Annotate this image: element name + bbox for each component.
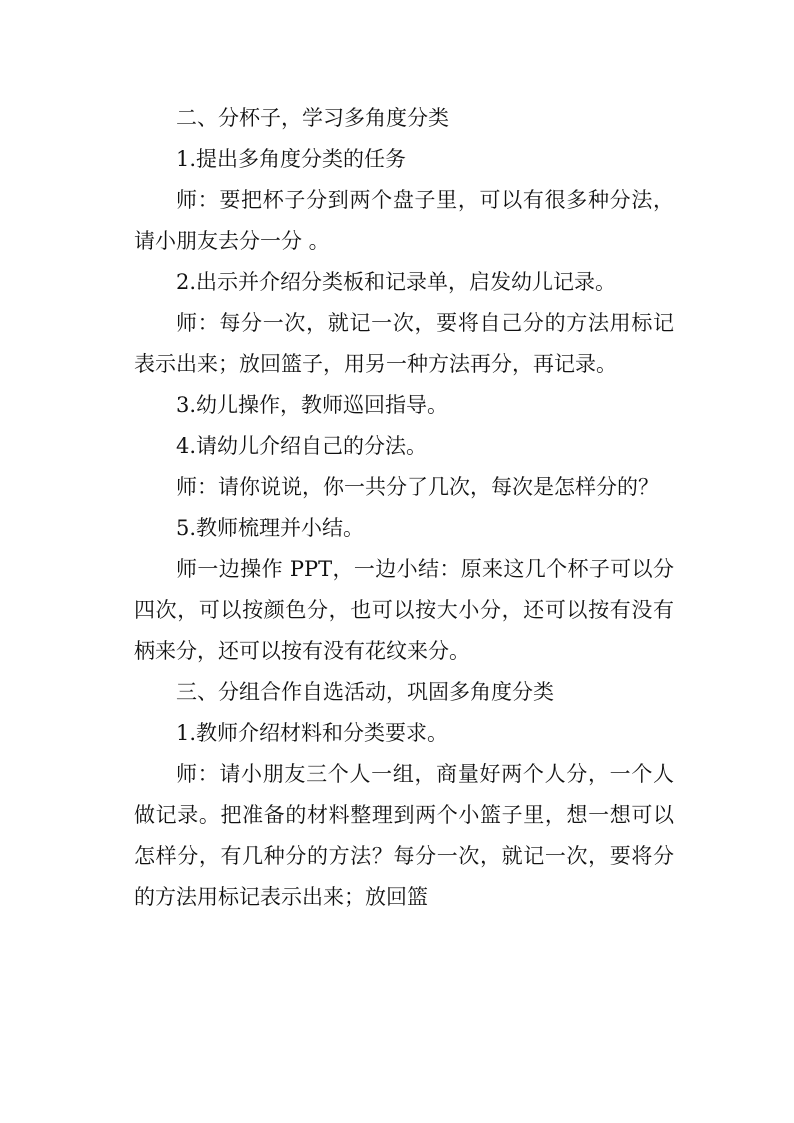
step-4: 4.请幼儿介绍自己的分法。	[176, 434, 428, 458]
step-3: 3.幼儿操作，教师巡回指导。	[176, 393, 449, 417]
step-1-materials: 1.教师介绍材料和分类要求。	[176, 721, 449, 745]
section-heading-3: 三、分组合作自选活动，巩固多角度分类	[176, 680, 554, 704]
teacher-dialogue-2: 师：每分一次，就记一次，要将自己分的方法用标记表示出来；放回篮子，用另一种方法再分，再记录。	[134, 311, 674, 376]
step-5: 5.教师梳理并小结。	[176, 516, 365, 540]
step-2: 2.出示并介绍分类板和记录单，启发幼儿记录。	[176, 270, 617, 294]
teacher-dialogue-1: 师：要把杯子分到两个盘子里，可以有很多种分法，请小朋友去分一分 。	[134, 188, 674, 253]
teacher-dialogue-4: 师：请小朋友三个人一组，商量好两个人分，一个人做记录。把准备的材料整理到两个小篮子里，想一想可以怎样分，有几种分的方法？每分一次，就记一次，要将分的方法用标记表示出来；放回篮	[134, 762, 674, 909]
teacher-dialogue-3: 师：请你说说，你一共分了几次，每次是怎样分的？	[176, 475, 659, 499]
section-heading-2: 二、分杯子，学习多角度分类	[176, 106, 449, 130]
teacher-summary: 师一边操作 PPT，一边小结：原来这几个杯子可以分四次，可以按颜色分，也可以按大小分，还可以按有没有柄来分，还可以按有没有花纹来分。	[134, 557, 674, 663]
step-1: 1.提出多角度分类的任务	[176, 147, 407, 171]
document-body	[134, 98, 674, 918]
